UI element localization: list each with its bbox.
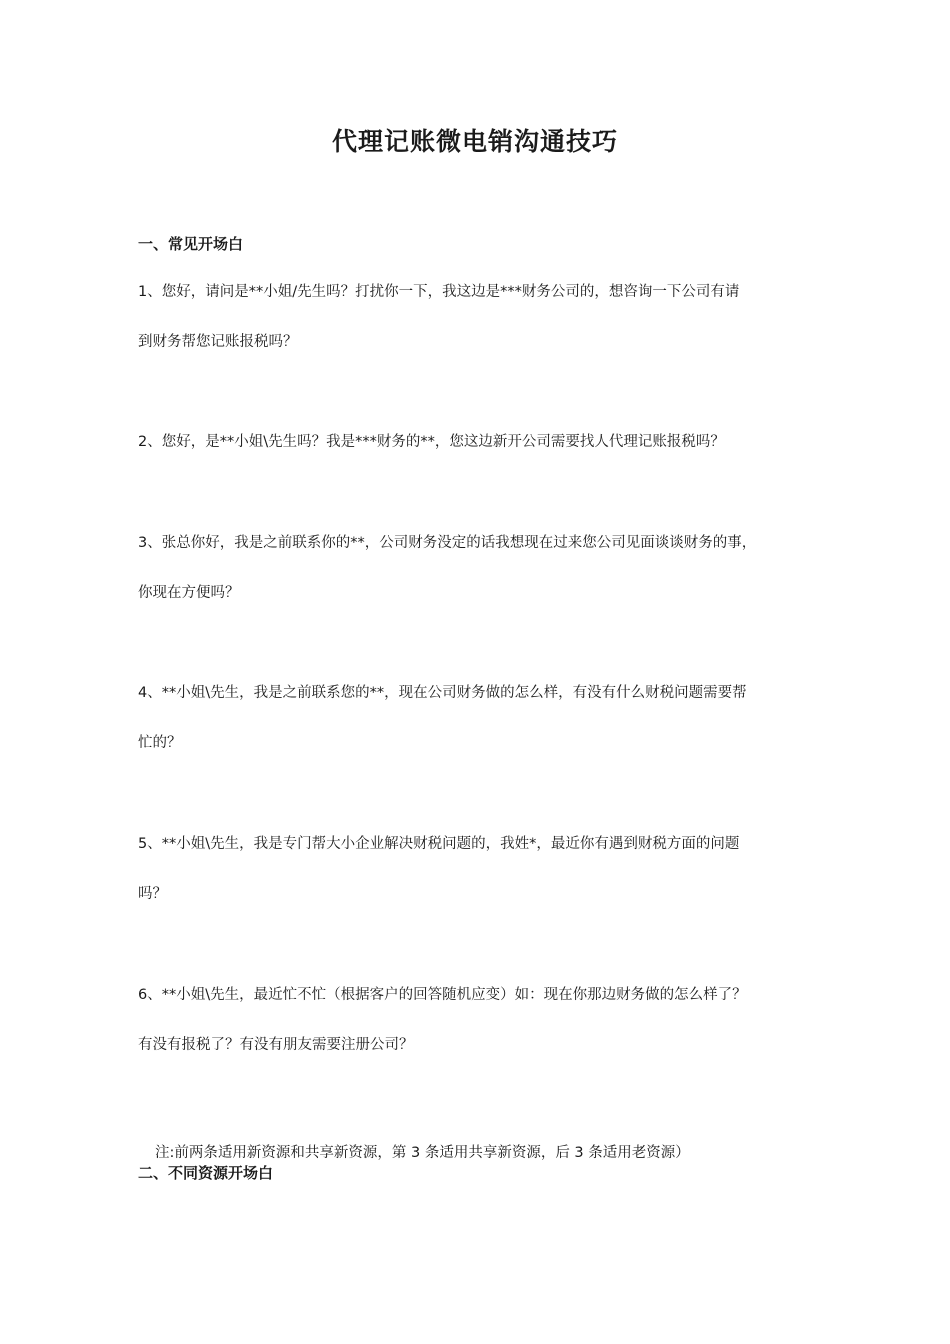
list-item-line: 有没有报税了？有没有朋友需要注册公司？ — [138, 1037, 414, 1053]
footnote: 注:前两条适用新资源和共享新资源，第 3 条适用共享新资源，后 3 条适用老资源） — [155, 1145, 690, 1161]
section-heading-resource-openings: 二、不同资源开场白 — [138, 1164, 274, 1182]
list-item-2 — [138, 417, 818, 467]
list-item-line: 5、**小姐\先生，我是专门帮大小企业解决财税问题的，我姓*，最近你有遇到财税方面的问题 — [138, 836, 740, 852]
list-item-line: 6、**小姐\先生，最近忙不忙（根据客户的回答随机应变）如：现在你那边财务做的怎么样了？ — [138, 987, 747, 1003]
list-item-line: 你现在方便吗？ — [138, 585, 240, 601]
list-item-line: 2、您好，是**小姐\先生吗？我是***财务的**，您这边新开公司需要找人代理记账报税吗？ — [138, 434, 725, 450]
list-item-line: 吗？ — [138, 886, 167, 902]
list-item-1 — [138, 267, 818, 367]
list-item-line: 忙的？ — [138, 735, 182, 751]
list-item-5 — [138, 819, 818, 919]
list-item-line: 到财务帮您记账报税吗？ — [138, 334, 298, 350]
list-item-6 — [138, 970, 818, 1070]
list-item-line: 4、**小姐\先生，我是之前联系您的**，现在公司财务做的怎么样，有没有什么财税问题需要帮 — [138, 685, 747, 701]
document-title: 代理记账微电销沟通技巧 — [331, 127, 618, 156]
section-heading-opening-lines: 一、常见开场白 — [138, 235, 244, 253]
list-item-line: 1、您好，请问是**小姐/先生吗？打扰你一下，我这边是***财务公司的，想咨询一下公司有请 — [138, 284, 740, 300]
list-item-3 — [138, 518, 818, 618]
list-item-line: 3、张总你好，我是之前联系你的**，公司财务没定的话我想现在过来您公司见面谈谈财务的事， — [138, 535, 757, 551]
list-item-4 — [138, 668, 818, 768]
